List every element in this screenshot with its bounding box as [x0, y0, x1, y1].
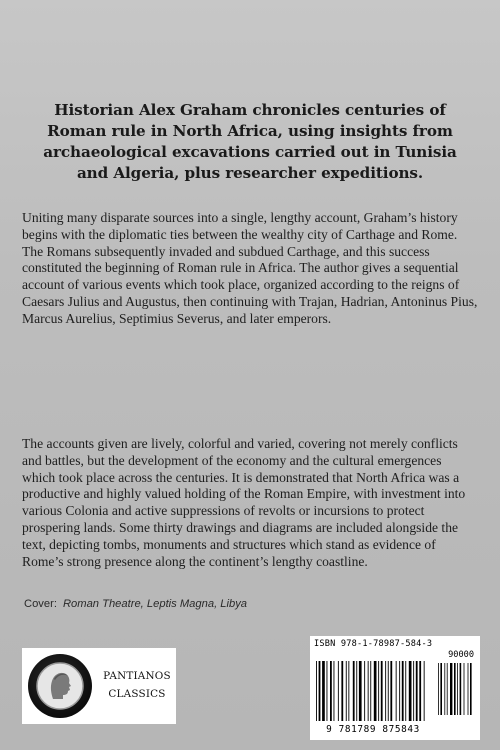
addon-bar [457, 663, 458, 715]
cover-caption-label: Cover: [24, 598, 57, 610]
barcode-bar [385, 661, 386, 721]
publisher-name [100, 667, 174, 703]
cover-caption [24, 598, 247, 610]
addon-bar [454, 663, 456, 715]
barcode-bar [368, 661, 369, 721]
barcode-bar [330, 661, 332, 721]
barcode-bar [316, 661, 317, 721]
barcode-bar [388, 661, 389, 721]
addon-bar [468, 663, 469, 715]
cover-caption-title: Roman Theatre, Leptis Magna, Libya [62, 598, 248, 610]
barcode-bar [396, 661, 397, 721]
addon-bar [444, 663, 445, 715]
coin-profile-icon [28, 654, 92, 718]
barcode-bar [334, 661, 335, 721]
barcode-bar [319, 661, 321, 721]
ean-digits: 9 781789 875843 [326, 724, 420, 735]
barcode-bar [381, 661, 383, 721]
barcode-bar [359, 661, 362, 721]
barcode-panel [310, 636, 480, 740]
addon-bar [447, 663, 448, 715]
blurb-line: archaeological excavations carried out in Tunisia [43, 143, 457, 161]
barcode-bar [341, 661, 343, 721]
barcode-bar [424, 661, 425, 721]
isbn-text: ISBN 978-1-78987-584-3 [314, 639, 433, 649]
barcode-bar [399, 661, 400, 721]
publisher-logo [22, 648, 176, 724]
barcode-bar [322, 661, 325, 721]
addon-bar [470, 663, 472, 715]
addon-bar [450, 663, 452, 715]
barcode-bars [316, 661, 474, 723]
barcode-bar [390, 661, 392, 721]
barcode-bar [348, 661, 349, 721]
addon-bar [460, 663, 462, 715]
blurb-line: Roman rule in North Africa, using insights from [47, 122, 453, 140]
barcode-bar [374, 661, 377, 721]
barcode-bar [416, 661, 418, 721]
barcode-bar [346, 661, 347, 721]
publisher-name-line: CLASSICS [108, 688, 166, 700]
barcode-bar [356, 661, 357, 721]
barcode-bar [327, 661, 328, 721]
barcode-bar [364, 661, 365, 721]
addon-bar [440, 663, 442, 715]
barcode-bar [405, 661, 406, 721]
blurb-line: and Algeria, plus researcher expeditions. [76, 164, 424, 182]
description-paragraph-2: The accounts given are lively, colorful and varied, covering not merely conflicts and battles, but the development of the economy and the cultural emergences which took place across the centuries. It is demonstrated that North Africa was a productive and highly valued holding of the Roman Empire, with investment into various Colonia and active suppressions of revolts or incursions to protect prospering lands. Some thirty drawings and diagrams are included alongside the text, depicting tombs, monuments and structures which stand as evidence of Rome’s strong presence along the continent’s lengthy coastline. [22, 436, 466, 569]
addon-bar [464, 663, 465, 715]
barcode-bar [402, 661, 404, 721]
addon-bar [438, 663, 439, 715]
barcode-bar [353, 661, 355, 721]
blurb-line: Historian Alex Graham chronicles centuries of [54, 101, 446, 119]
barcode-bar [419, 661, 421, 721]
barcode-bar [409, 661, 412, 721]
barcode-bar [370, 661, 371, 721]
addon-digits: 90000 [448, 650, 474, 660]
blurb [40, 100, 460, 184]
barcode-bar [378, 661, 379, 721]
publisher-name-line: PANTIANOS [103, 670, 171, 682]
barcode-bar [413, 661, 414, 721]
barcode-bar [338, 661, 339, 721]
description-paragraph-1: Uniting many disparate sources into a single, lengthy account, Graham’s history begins with the diplomatic ties between the wealthy city of Carthage and Rome. The Romans subsequently invaded and subdued Carthage, and this success constituted the beginning of Roman rule in Africa. The author gives a sequential account of various events which took place, organized according to the reigns of Caesars Julius and Augustus, then continuing with Trajan, Hadrian, Antoninus Pius, Marcus Aurelius, Septimius Severus, and later emperors. [22, 210, 478, 326]
